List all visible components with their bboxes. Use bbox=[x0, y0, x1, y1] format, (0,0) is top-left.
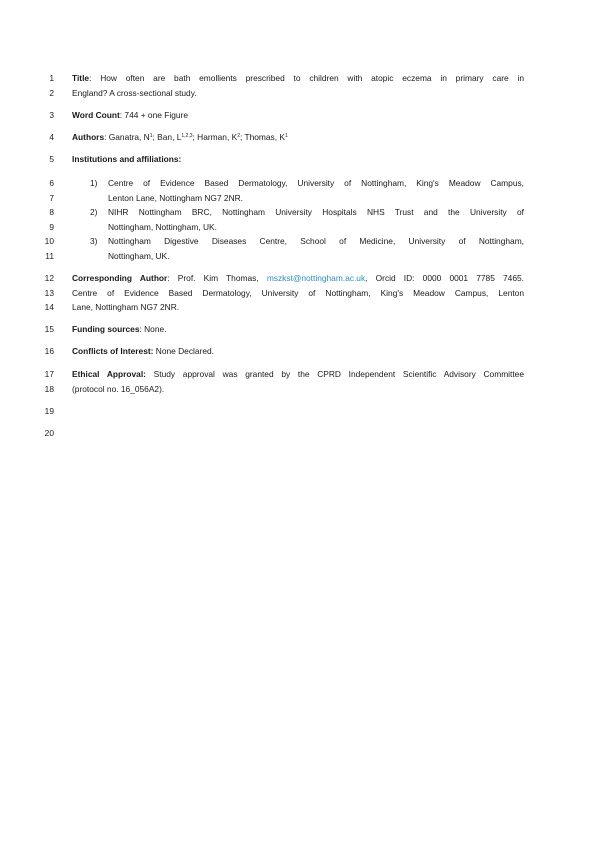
line-number: 7 bbox=[49, 193, 54, 203]
corresponding-address-line-2: Lane, Nottingham NG7 2NR. bbox=[72, 302, 180, 312]
institutions-label: Institutions and affiliations: bbox=[72, 154, 182, 164]
line-number: 6 bbox=[49, 178, 54, 188]
title-label: Title bbox=[72, 73, 90, 83]
affiliation-number: 3) bbox=[90, 236, 98, 246]
institutions-heading bbox=[72, 154, 524, 164]
author-2: ; Ban, L bbox=[152, 132, 182, 142]
ethics-text-1: Study approval was granted by the CPRD Independent Scientific Advisory Committee bbox=[145, 369, 525, 379]
corresponding-author-name: : Prof. Kim Thomas, bbox=[167, 273, 267, 283]
line-number: 3 bbox=[49, 110, 54, 120]
authors-label: Authors bbox=[72, 132, 105, 142]
line-number: 1 bbox=[49, 73, 54, 83]
line-number: 2 bbox=[49, 88, 54, 98]
authors bbox=[72, 132, 524, 142]
line-number: 15 bbox=[44, 324, 54, 334]
conflicts-label: Conflicts of Interest: bbox=[72, 346, 154, 356]
line-number: 14 bbox=[44, 302, 54, 312]
title-line-1 bbox=[72, 73, 524, 83]
corresponding-author-label: Corresponding Author bbox=[72, 273, 168, 283]
affiliation-1-line-1: Centre of Evidence Based Dermatology, University of Nottingham, King's Meadow Campus, bbox=[108, 178, 524, 188]
line-number: 19 bbox=[44, 406, 54, 416]
ethics-label: Ethical Approval: bbox=[72, 369, 146, 379]
line-number: 10 bbox=[44, 236, 54, 246]
ethical-approval-line-1 bbox=[72, 369, 524, 379]
line-number: 16 bbox=[44, 346, 54, 356]
author-4-affiliation: 1 bbox=[284, 133, 288, 139]
line-number: 11 bbox=[45, 251, 54, 261]
author-4: ; Thomas, K bbox=[239, 132, 285, 142]
author-3: ; Harman, K bbox=[192, 132, 238, 142]
line-number: 5 bbox=[49, 154, 54, 164]
corresponding-orcid: , Orcid ID: 0000 0001 7785 7465. bbox=[365, 273, 524, 283]
corresponding-email-link[interactable]: mszkst@nottingham.ac.uk bbox=[266, 273, 366, 283]
funding-sources bbox=[72, 324, 524, 334]
line-number: 13 bbox=[44, 288, 54, 298]
conflicts-value: None Declared. bbox=[153, 346, 214, 356]
title-line-2 bbox=[72, 88, 524, 98]
line-number: 4 bbox=[49, 132, 54, 142]
line-number: 9 bbox=[49, 222, 54, 232]
word-count bbox=[72, 110, 524, 120]
author-3-affiliation: 2 bbox=[237, 133, 240, 139]
author-1: : Ganatra, N bbox=[104, 132, 150, 142]
funding-value: : None. bbox=[139, 324, 167, 334]
affiliation-number: 2) bbox=[90, 207, 98, 217]
affiliation-1-line-2: Lenton Lane, Nottingham NG7 2NR. bbox=[108, 193, 244, 203]
funding-label: Funding sources bbox=[72, 324, 140, 334]
affiliation-2-line-1: NIHR Nottingham BRC, Nottingham University Hospitals NHS Trust and the University of bbox=[108, 207, 524, 217]
line-number: 18 bbox=[44, 384, 54, 394]
word-count-value: : 744 + one Figure bbox=[119, 110, 188, 120]
title-text-1: : How often are bath emollients prescribed to children with atopic eczema in primary care in bbox=[89, 73, 524, 83]
line-number: 17 bbox=[44, 369, 54, 379]
conflicts-of-interest bbox=[72, 346, 524, 356]
word-count-label: Word Count bbox=[72, 110, 120, 120]
affiliation-3-line-1: Nottingham Digestive Diseases Centre, School of Medicine, University of Nottingham, bbox=[108, 236, 524, 246]
corresponding-address-line-1: Centre of Evidence Based Dermatology, University of Nottingham, King's Meadow Campus, Lenton bbox=[72, 288, 524, 298]
line-number: 8 bbox=[49, 207, 54, 217]
line-number: 12 bbox=[44, 273, 54, 283]
author-2-affiliation: 1,2,3 bbox=[181, 133, 193, 139]
corresponding-author-line-1 bbox=[72, 273, 524, 283]
affiliation-number: 1) bbox=[90, 178, 98, 188]
title-text-2: England? A cross-sectional study. bbox=[72, 88, 197, 98]
ethical-approval-line-2: (protocol no. 16_056A2). bbox=[72, 384, 165, 394]
line-number: 20 bbox=[44, 428, 54, 438]
affiliation-3-line-2: Nottingham, UK. bbox=[108, 251, 170, 261]
affiliation-2-line-2: Nottingham, Nottingham, UK. bbox=[108, 222, 217, 232]
author-1-affiliation: 1 bbox=[149, 133, 153, 139]
